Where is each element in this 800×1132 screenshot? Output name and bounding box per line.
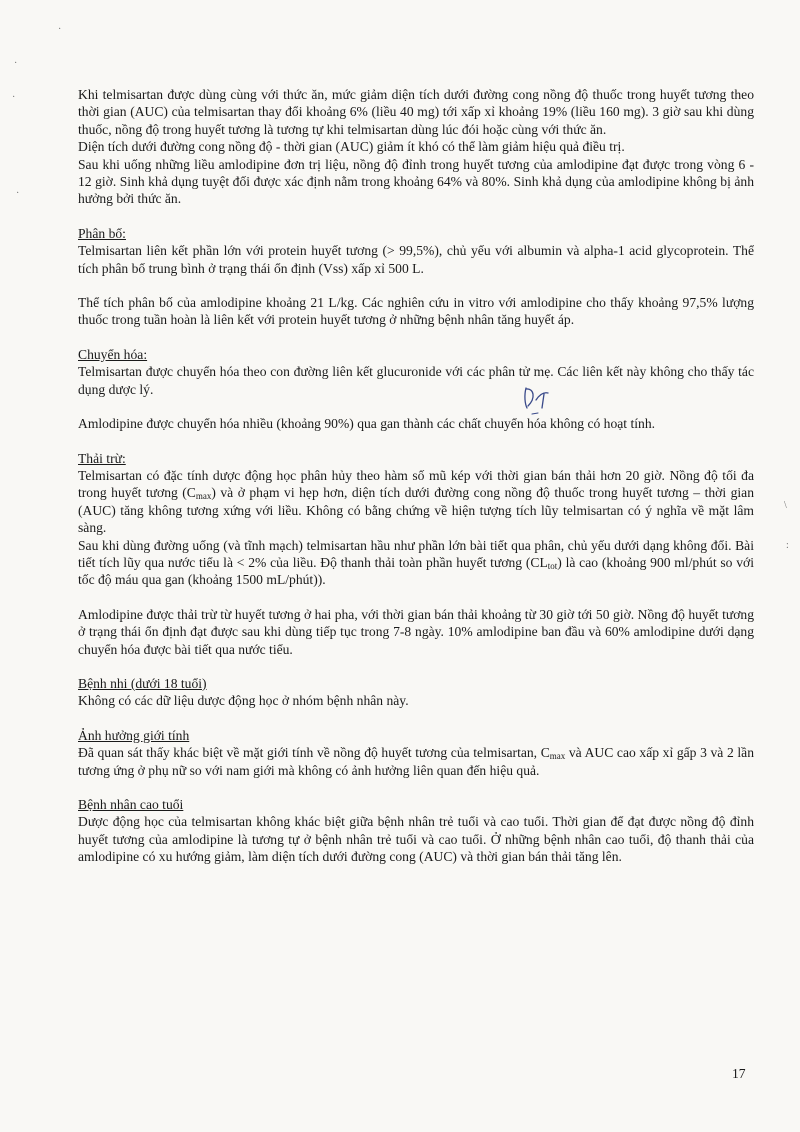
paragraph [78, 415, 754, 432]
paragraph [78, 606, 754, 658]
section-heading: Bệnh nhi (dưới 18 tuổi) [78, 675, 207, 691]
paragraph-gap [78, 433, 754, 450]
section-heading: Chuyển hóa: [78, 346, 148, 362]
scan-speck: · [12, 92, 16, 103]
paragraph-text: Amlodipine được chuyển hóa nhiều (khoảng 90%) qua gan thành các chất chuyển hóa không có hoạt tính. [78, 416, 656, 432]
scan-speck: · [58, 24, 62, 35]
scan-speck: · [16, 188, 20, 199]
paragraph [78, 156, 754, 208]
paragraph [78, 467, 754, 537]
scan-speck: : [786, 540, 789, 551]
paragraph [78, 138, 754, 155]
paragraph-gap [78, 277, 754, 294]
section-heading: Ảnh hưởng giới tính [78, 727, 190, 743]
paragraph-gap [78, 208, 754, 225]
handwritten-initials [520, 384, 564, 418]
scan-speck: \ [784, 500, 787, 511]
paragraph-gap [78, 658, 754, 675]
paragraph-text: và AUC cao xấp xỉ gấp 3 và 2 lần tương ứng ở phụ nữ so với nam giới mà không có ảnh hưởng liên quan đến hiệu quả. [78, 745, 754, 778]
paragraph-gap [78, 398, 754, 415]
paragraph [78, 744, 754, 779]
paragraph-text: Đã quan sát thấy khác biệt về mặt giới tính về nồng độ huyết tương của telmisartan, C [78, 745, 550, 761]
subscript: max [195, 491, 212, 502]
paragraph [78, 692, 754, 709]
paragraph-text: Telmisartan có đặc tính dược động học phân hủy theo hàm số mũ kép với thời gian bán thải hơn 20 giờ. Nồng độ tối đa trong huyết tương (C [78, 467, 754, 501]
paragraph-text: Sau khi uống những liều amlodipine đơn trị liệu, nồng độ đỉnh trong huyết tương của amlodipine đạt được trong vòng 6 - 12 giờ. Sinh khả dụng tuyệt đối được xác định nằm trong khoảng 64% và 80%. Sinh khả dụng của amlodipine không bị ảnh hưởng bởi thức ăn. [78, 156, 754, 207]
paragraph [78, 86, 754, 138]
paragraph [78, 537, 754, 589]
paragraph-text: ) là cao (khoảng 900 ml/phút so với tốc độ máu qua gan (khoảng 1500 mL/phút)). [78, 554, 755, 588]
section-heading: Phân bố: [78, 225, 126, 241]
paragraph [78, 294, 754, 329]
paragraph-text: Amlodipine được thải trừ từ huyết tương ở hai pha, với thời gian bán thải khoảng từ 30 giờ tới 50 giờ. Nồng độ huyết tương ở trạng thái ổn định đạt được sau khi dùng tiếp tục trong 7-8 ngày. 10% amlodipine ban đầu và 60% amlodipine dưới dạng chuyển hóa được bài tiết qua nước tiểu. [78, 606, 754, 657]
paragraph-text: Telmisartan liên kết phần lớn với protein huyết tương (> 99,5%), chủ yếu với albumin và alpha-1 acid glycoprotein. Thể tích phân bố trung bình ở trạng thái ổn định (Vss) xấp xỉ 500 L. [78, 243, 754, 276]
paragraph-text: ) và ở phạm vi hẹp hơn, diện tích dưới đường cong nồng độ thuốc trong huyết tương – thời gian (AUC) tăng không tương xứng với liều. Không có bằng chứng về hiện tượng tích lũy telmisartan có ý nghĩa về mặt lâm sàng. [78, 485, 754, 536]
paragraph-text: Thể tích phân bố của amlodipine khoảng 21 L/kg. Các nghiên cứu in vitro với amlodipine cho thấy khoảng 97,5% lượng thuốc trong tuần hoàn là liên kết với protein huyết tương ở những bệnh nhân tăng huyết áp. [78, 295, 754, 328]
paragraph-text: Sau khi dùng đường uống (và tĩnh mạch) telmisartan hầu như phần lớn bài tiết qua phân, chủ yếu dưới dạng không đổi. Bài tiết tích lũy qua nước tiểu là < 2% của liều. Độ thanh thải toàn phần huyết tương (CL [78, 537, 754, 570]
paragraph-text: Không có các dữ liệu dược động học ở nhóm bệnh nhân này. [78, 693, 409, 709]
paragraph-gap [78, 779, 754, 796]
paragraph [78, 363, 754, 398]
subscript: tot [547, 560, 558, 571]
paragraph-gap [78, 589, 754, 606]
section-heading: Bệnh nhân cao tuổi [78, 797, 184, 812]
document-body [78, 86, 754, 866]
paragraph [78, 242, 754, 277]
paragraph-text: Dược động học của telmisartan không khác biệt giữa bệnh nhân trẻ tuổi và cao tuổi. Thời gian để đạt được nồng độ đỉnh huyết tương của amlodipine là tương tự ở bệnh nhân trẻ tuổi và cao tuổi. Ở những bệnh nhân cao tuổi, độ thanh thải của amlodipine có xu hướng giảm, làm diện tích dưới đường cong (AUC) và thời gian bán thải tăng lên. [78, 814, 754, 865]
paragraph-text: Diện tích dưới đường cong nồng độ - thời gian (AUC) giảm ít khó có thể làm giảm hiệu quả điều trị. [78, 139, 625, 155]
paragraph-text: Telmisartan được chuyển hóa theo con đường liên kết glucuronide với các phân tử mẹ. Các liên kết này không cho thấy tác dụng dược lý. [78, 364, 754, 397]
page-number: 17 [732, 1066, 746, 1081]
paragraph-text: Khi telmisartan được dùng cùng với thức ăn, mức giảm diện tích dưới đường cong nồng độ thuốc trong huyết tương theo thời gian (AUC) của telmisartan thay đổi khoảng 6% (liều 40 mg) tới xấp xỉ khoảng 19% (liều 160 mg). 3 giờ sau khi dùng thuốc, nồng độ trong huyết tương là tương tự khi telmisartan dùng lúc đói hoặc cùng với thức ăn. [78, 87, 754, 137]
section-heading: Thải trừ: [78, 450, 126, 466]
paragraph-gap [78, 329, 754, 346]
paragraph [78, 813, 754, 865]
scan-speck: · [14, 58, 18, 69]
subscript: max [549, 751, 566, 762]
paragraph-gap [78, 710, 754, 727]
